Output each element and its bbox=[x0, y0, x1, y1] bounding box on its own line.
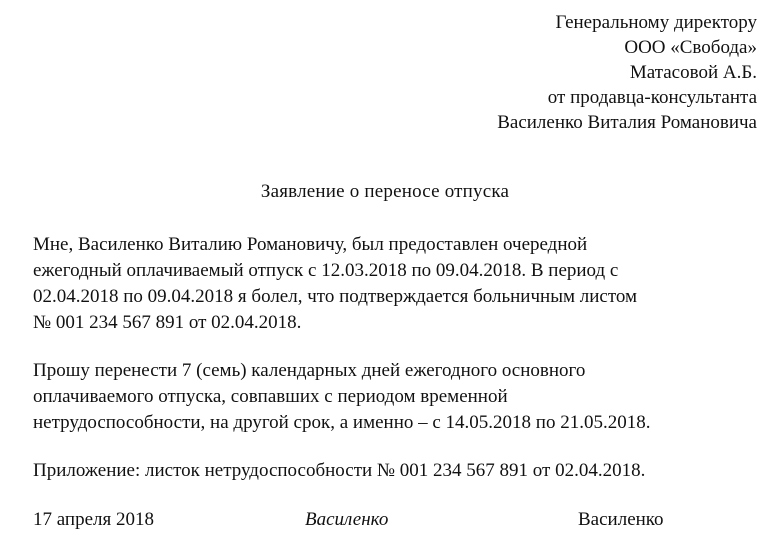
signature-name: Василенко bbox=[578, 509, 664, 530]
paragraph-line: 02.04.2018 по 09.04.2018 я болел, что подтверждается больничным листом bbox=[33, 286, 638, 307]
paragraph-line: оплачиваемого отпуска, совпавших с периодом временной bbox=[33, 386, 508, 407]
document-title: Заявление о переносе отпуска bbox=[260, 181, 510, 202]
paragraph-line: № 001 234 567 891 от 02.04.2018. bbox=[33, 312, 302, 333]
addressee-line-position: Генеральному директору bbox=[555, 12, 757, 33]
paragraph-line: ежегодный оплачиваемый отпуск с 12.03.2018 по 09.04.2018. В период с bbox=[33, 260, 619, 281]
paragraph-line: Прошу перенести 7 (семь) календарных дней ежегодного основного bbox=[33, 360, 586, 381]
attachment-line: Приложение: листок нетрудоспособности № 001 234 567 891 от 02.04.2018. bbox=[33, 460, 646, 481]
handwritten-signature: Василенко bbox=[305, 509, 389, 530]
sender-line-position: от продавца-консультанта bbox=[547, 87, 757, 108]
signature-date: 17 апреля 2018 bbox=[33, 509, 155, 530]
sender-line-name: Василенко Виталия Романовича bbox=[497, 112, 757, 133]
addressee-line-company: ООО «Свобода» bbox=[624, 37, 757, 58]
paragraph-vacation-info bbox=[33, 232, 637, 336]
paragraph-line: Мне, Василенко Виталию Романовичу, был предоставлен очередной bbox=[33, 234, 588, 255]
addressee-block bbox=[497, 10, 757, 135]
addressee-line-director-name: Матасовой А.Б. bbox=[629, 62, 757, 83]
paragraph-request bbox=[33, 358, 650, 436]
paragraph-line: нетрудоспособности, на другой срок, а именно – с 14.05.2018 по 21.05.2018. bbox=[33, 412, 651, 433]
